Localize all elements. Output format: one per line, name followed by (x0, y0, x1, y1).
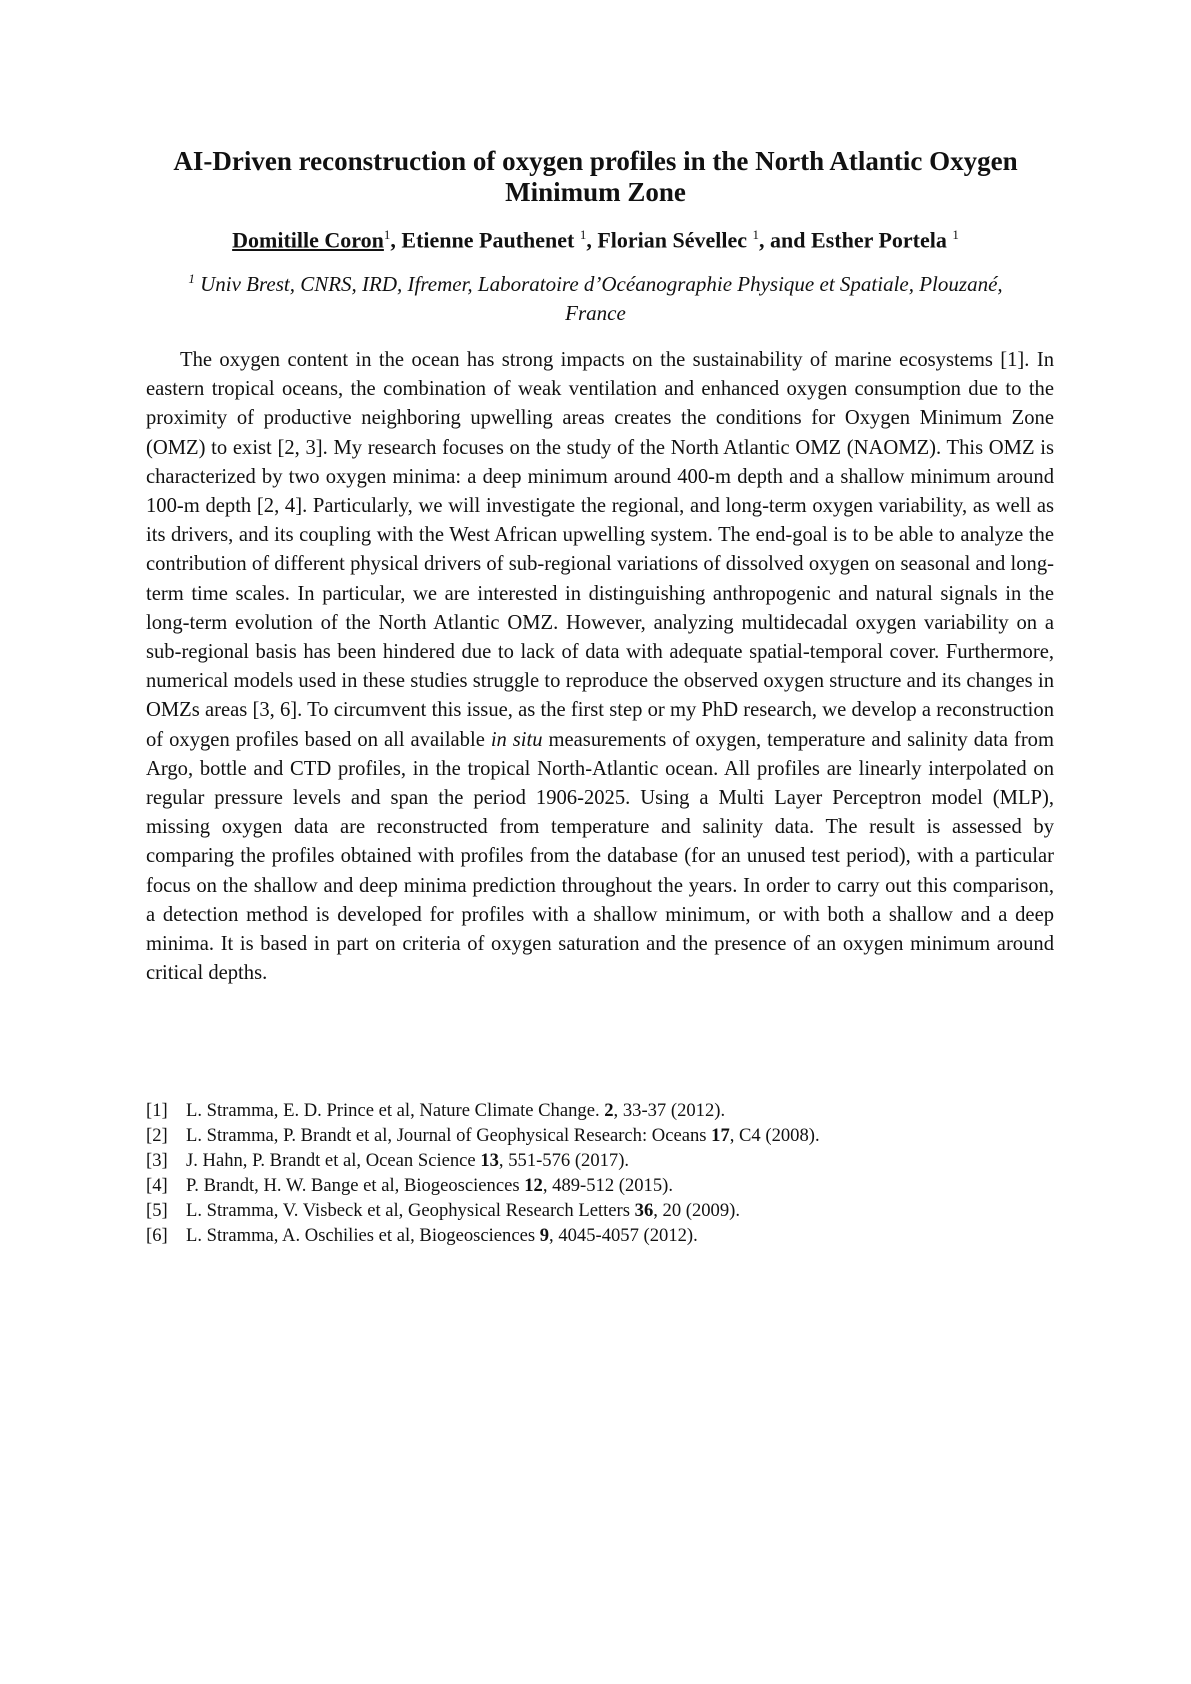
affiliation-marker: 1 (579, 227, 587, 242)
paper-title: AI-Driven reconstruction of oxygen profiles in the North Atlantic Oxygen Minimum Zone (173, 146, 1018, 207)
reference-item (146, 1173, 1054, 1198)
author-name: Esther Portela (811, 227, 953, 253)
reference-item (146, 1098, 1054, 1123)
presenting-author: Domitille Coron (232, 227, 384, 253)
affiliation-marker: 1 (188, 271, 195, 286)
reference-item (146, 1148, 1054, 1173)
reference-number: [5] (146, 1200, 168, 1221)
author-separator: , (390, 227, 402, 253)
reference-item (146, 1223, 1054, 1248)
reference-number: [4] (146, 1175, 168, 1196)
abstract-paragraph (146, 346, 1054, 988)
abstract-text: The oxygen content in the ocean has strong impacts on the sustainability of marine ecosystems [1]. In eastern tropical oceans, the combination of weak ventilation and enhanced oxygen consumption due to the proximity of productive neighboring upwelling areas creates the conditions for Oxygen Minimum Zone (OMZ) to exist [2, 3]. My research focuses on the study of the North Atlantic OMZ (NAOMZ). This OMZ is characterized by two oxygen minima: a deep minimum around 400-m depth and a shallow minimum around 100-m depth [2, 4]. Particularly, we will investigate the regional, and long-term oxygen variability, as well as its drivers, and its coupling with the West African upwelling system. The end-goal is to be able to analyze the contribution of different physical drivers of sub-regional variations of dissolved oxygen on seasonal and long-term time scales. In particular, we are interested in distinguishing anthropogenic and natural signals in the long-term evolution of the North Atlantic OMZ. However, analyzing multidecadal oxygen variability on a sub-regional basis has been hindered due to lack of data with adequate spatial-temporal cover. Furthermore, numerical models used in these studies struggle to reproduce the observed oxygen structure and its changes in OMZs areas [3, 6]. To circumvent this issue, as the first step or my PhD research, we develop a reconstruction of oxygen profiles based on all available (146, 349, 1054, 751)
reference-text: L. Stramma, E. D. Prince et al, Nature Climate Change. 2, 33-37 (2012). (186, 1100, 726, 1121)
author-list (140, 222, 1051, 253)
reference-text: P. Brandt, H. W. Bange et al, Biogeosciences 12, 489-512 (2015). (186, 1175, 673, 1196)
affiliation (175, 264, 1016, 328)
affiliation-marker: 1 (383, 227, 391, 242)
affiliation-marker: 1 (752, 227, 760, 242)
reference-number: [2] (146, 1125, 168, 1146)
reference-text: J. Hahn, P. Brandt et al, Ocean Science 13, 551-576 (2017). (186, 1150, 630, 1171)
reference-number: [1] (146, 1100, 168, 1121)
author-name: Etienne Pauthenet (401, 227, 580, 253)
reference-number: [3] (146, 1150, 168, 1171)
reference-number: [6] (146, 1225, 168, 1246)
reference-item (146, 1123, 1054, 1148)
affiliation-text: Univ Brest, CNRS, IRD, Ifremer, Laboratoire d’Océanographie Physique et Spatiale, Plouzané, France (194, 272, 1003, 325)
author-name: Florian Sévellec (597, 227, 753, 253)
reference-text: L. Stramma, V. Visbeck et al, Geophysical Research Letters 36, 20 (2009). (186, 1200, 740, 1221)
reference-list (146, 1098, 1054, 1248)
author-separator: , and (759, 227, 812, 253)
abstract-italic-term: in situ (490, 728, 543, 751)
reference-text: L. Stramma, A. Oschilies et al, Biogeosciences 9, 4045-4057 (2012). (186, 1225, 698, 1246)
author-separator: , (586, 227, 598, 253)
reference-item (146, 1198, 1054, 1223)
affiliation-marker: 1 (952, 227, 959, 242)
reference-text: L. Stramma, P. Brandt et al, Journal of Geophysical Research: Oceans 17, C4 (2008). (186, 1125, 820, 1146)
abstract-text: measurements of oxygen, temperature and salinity data from Argo, bottle and CTD profiles, in the tropical North-Atlantic ocean. All profiles are linearly interpolated on regular pressure levels and span the period 1906-2025. Using a Multi Layer Perceptron model (MLP), missing oxygen data are reconstructed from temperature and salinity data. The result is assessed by comparing the profiles obtained with profiles from the database (for an unused test period), with a particular focus on the shallow and deep minima prediction throughout the years. In order to carry out this comparison, a detection method is developed for profiles with a shallow minimum, or with both a shallow and a deep minima. It is based in part on criteria of oxygen saturation and the presence of an oxygen minimum around critical depths. (146, 728, 1054, 985)
